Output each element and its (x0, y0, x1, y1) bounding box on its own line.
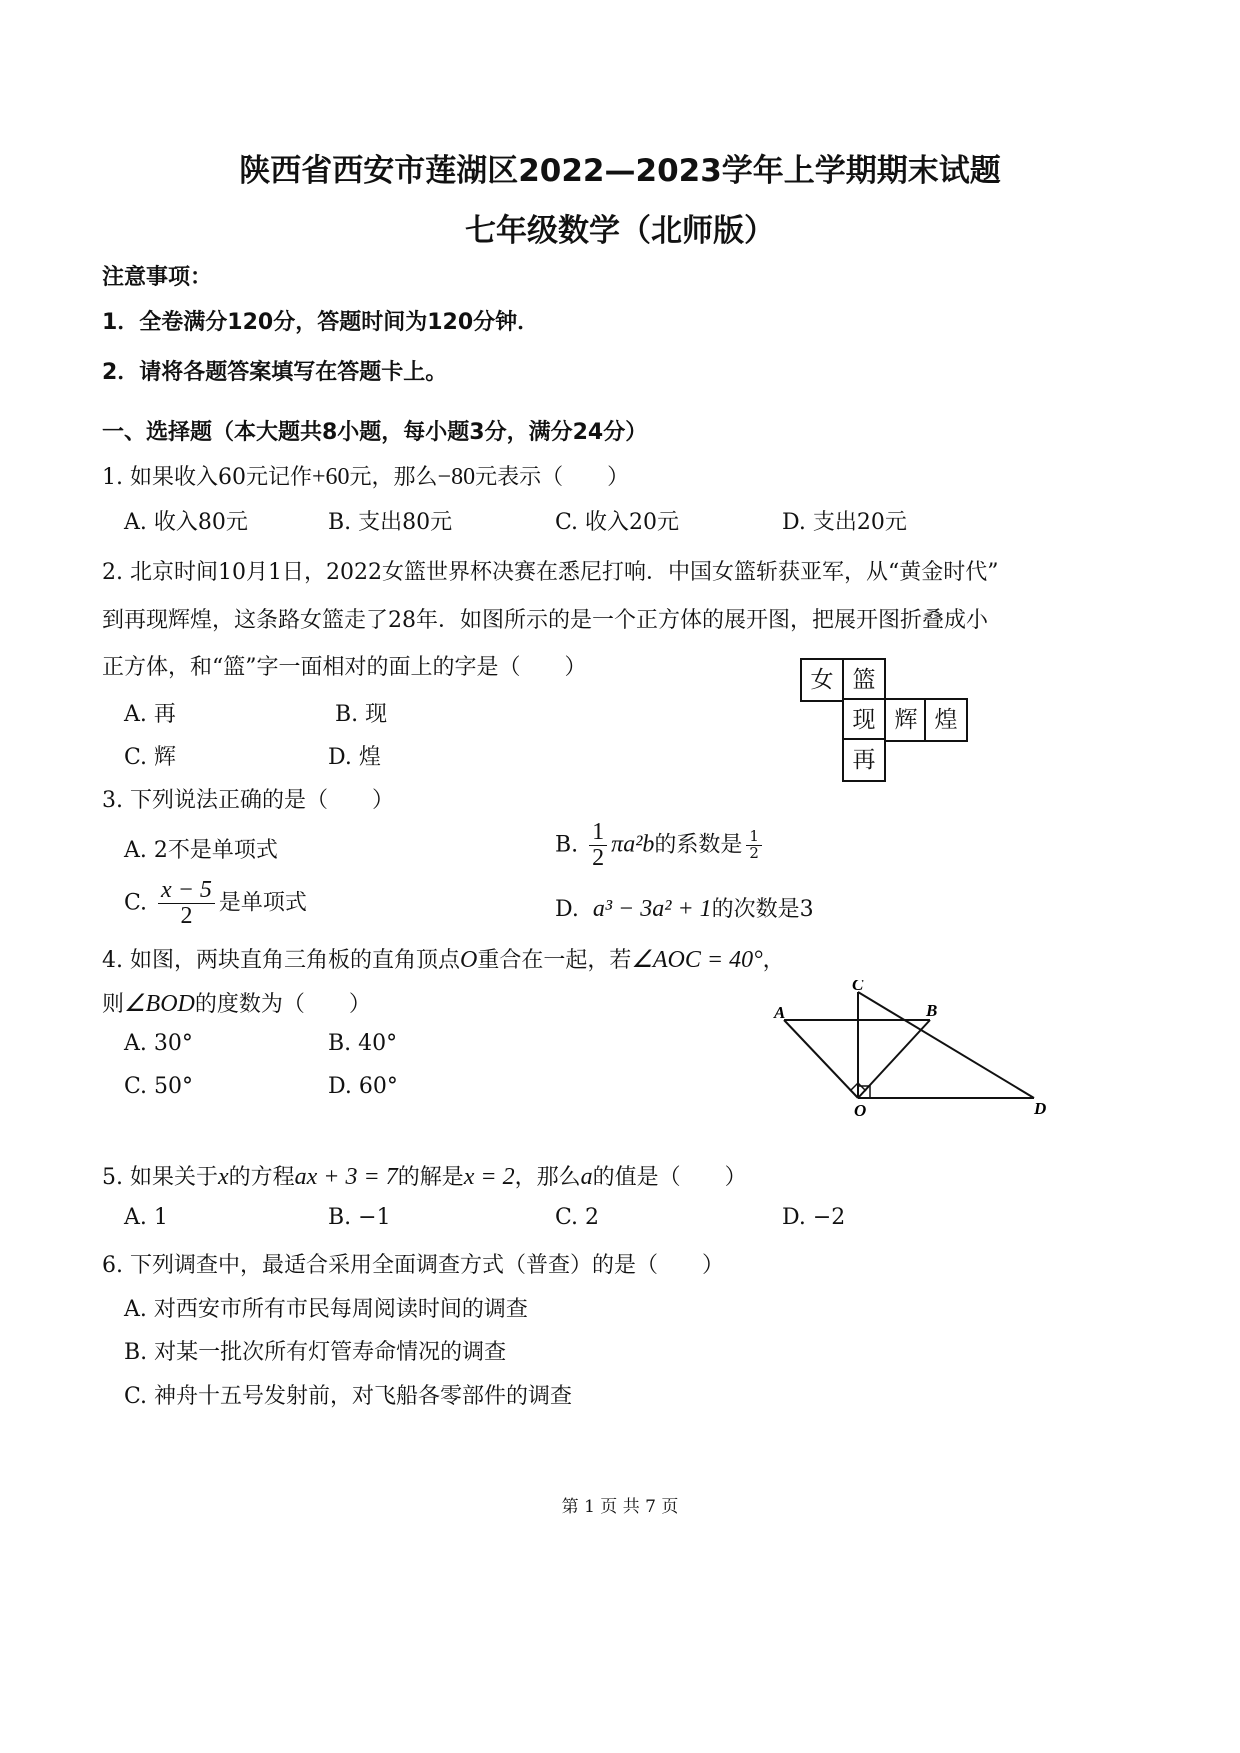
q2-option-d: D. 煌 (328, 745, 381, 770)
note-item: 2．请将各题答案填写在答题卡上。 (102, 360, 448, 385)
notes-heading: 注意事项： (102, 265, 213, 290)
q1-option-d: D. 支出20元 (782, 510, 907, 535)
point-label-o: O (854, 1101, 867, 1120)
q2-option-c: C. 辉 (124, 745, 177, 770)
q3-option-a: A. 2不是单项式 (124, 838, 278, 863)
q2-option-a: A. 再 (124, 702, 176, 727)
exam-subtitle: 七年级数学（北师版） (465, 213, 775, 249)
q4-option-a: A. 30° (124, 1031, 193, 1056)
question-1: 1. 如果收入60元记作+60元，那么−80元表示（ ） (102, 464, 630, 490)
fraction: $\frac{1}{2}$ (589, 820, 607, 871)
question-2-line1: 2. 北京时间10月1日，2022女篮世界杯决赛在悉尼打响．中国女篮斩获亚军，从“黄金时代” (102, 560, 999, 585)
net-face: 篮 (842, 658, 886, 702)
fraction: $\frac{1}{2}$ (746, 829, 762, 862)
net-face: 现 (842, 698, 886, 742)
q2-option-b: B. 现 (335, 702, 388, 727)
point-label-a: A (774, 1003, 786, 1022)
net-face: 女 (800, 658, 844, 702)
question-6: 6. 下列调查中，最适合采用全面调查方式（普查）的是（ ） (102, 1253, 724, 1278)
exam-title: 陕西省西安市莲湖区2022—2023学年上学期期末试题 (239, 153, 1001, 189)
q3-option-d: D. a³ − 3a² + 1的次数是3 (555, 896, 814, 922)
q6-option-c: C. 神舟十五号发射前，对飞船各零部件的调查 (124, 1384, 573, 1409)
section-heading: 一、选择题（本大题共8小题，每小题3分，满分24分） (102, 420, 648, 445)
note-item: 1．全卷满分120分，答题时间为120分钟． (102, 310, 540, 335)
q5-option-a: A. 1 (124, 1205, 168, 1230)
question-4-line1: 4. 如图，两块直角三角板的直角顶点O重合在一起，若∠AOC = 40°， (102, 947, 785, 973)
q1-option-b: B. 支出80元 (328, 510, 453, 535)
question-5: 5. 如果关于x的方程ax + 3 = 7的解是x = 2，那么a的值是（ ） (102, 1164, 747, 1190)
q5-option-d: D. −2 (782, 1205, 846, 1230)
q5-option-c: C. 2 (555, 1205, 600, 1230)
point-label-b: B (926, 1001, 938, 1020)
line-cd (858, 992, 1034, 1098)
net-face: 辉 (884, 698, 928, 742)
q4-option-c: C. 50° (124, 1074, 194, 1099)
net-face: 煌 (924, 698, 968, 742)
q6-option-a: A. 对西安市所有市民每周阅读时间的调查 (124, 1297, 528, 1322)
page-footer: 第 1 页 共 7 页 (561, 1497, 679, 1517)
q5-option-b: B. −1 (328, 1205, 391, 1230)
question-2-line2: 到再现辉煌，这条路女篮走了28年．如图所示的是一个正方体的展开图，把展开图折叠成小 (102, 608, 988, 633)
fraction: $\frac{x - 5}{2}$ (158, 878, 215, 929)
question-4-line2: 则∠BOD的度数为（ ） (102, 991, 371, 1017)
point-label-d: D (1034, 1099, 1047, 1118)
q3-option-c: C. $\frac{x - 5}{2}$ 是单项式 (124, 877, 307, 930)
line-ao (784, 1020, 858, 1098)
q4-option-b: B. 40° (328, 1031, 398, 1056)
triangle-figure (760, 980, 1060, 1120)
q4-option-d: D. 60° (328, 1074, 398, 1099)
q1-option-c: C. 收入20元 (555, 510, 680, 535)
q1-option-a: A. 收入80元 (124, 510, 248, 535)
question-3: 3. 下列说法正确的是（ ） (102, 788, 394, 813)
net-face: 再 (842, 738, 886, 782)
q6-option-b: B. 对某一批次所有灯管寿命情况的调查 (124, 1340, 507, 1365)
point-label-c: C (852, 980, 864, 994)
q3-option-b: B. $\frac{1}{2}$ πa²b的系数是 $\frac{1}{2}$ (555, 820, 766, 871)
question-2-line3: 正方体，和“篮”字一面相对的面上的字是（ ） (102, 655, 587, 680)
cube-net-figure (800, 658, 968, 782)
